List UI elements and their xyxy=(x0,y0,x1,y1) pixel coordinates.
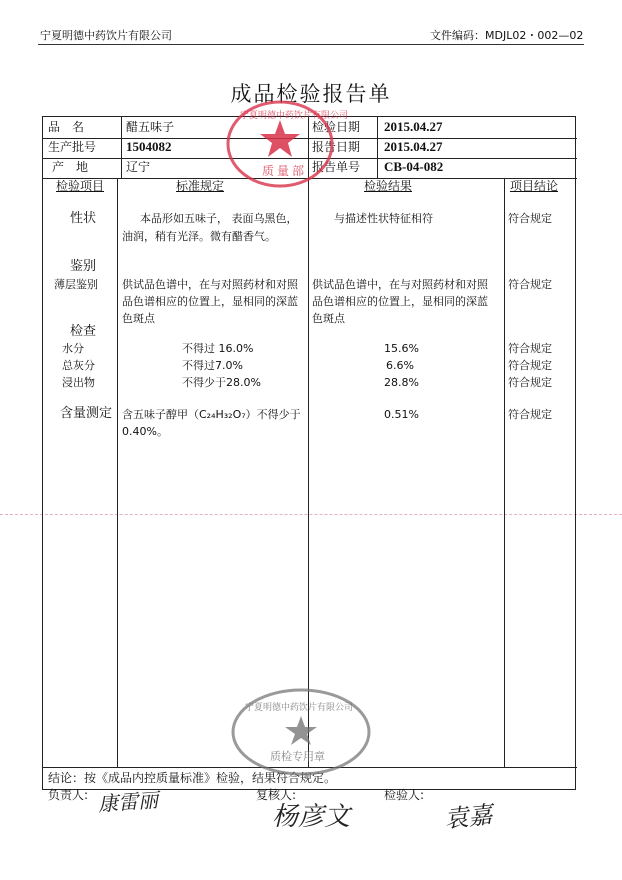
identify-standard: 供试品色谱中，在与对照药材和对照品色谱相应的位置上，显相同的深蓝色斑点 xyxy=(122,278,298,325)
inspect-date-label: 检验日期 xyxy=(312,120,361,134)
col-divider xyxy=(504,178,505,767)
traits-standard: 本品形如五味子， 表面乌黑色，油润，稍有光泽。微有醋香气。 xyxy=(122,212,298,243)
origin-value: 辽宁 xyxy=(126,160,151,174)
col-divider xyxy=(117,178,118,767)
col-header-standard: 标准规定 xyxy=(176,179,225,193)
bottom-seal-sub: 质检专用章 xyxy=(270,750,325,763)
ash-label: 总灰分 xyxy=(62,359,95,372)
water-conclusion: 符合规定 xyxy=(508,342,552,355)
assay-result: 0.51% xyxy=(384,408,419,421)
origin-label: 产 地 xyxy=(52,160,89,174)
assay-conclusion: 符合规定 xyxy=(508,408,552,421)
ash-standard: 不得过7.0% xyxy=(182,359,243,372)
identify-item: 鉴别 xyxy=(70,259,97,274)
traits-conclusion: 符合规定 xyxy=(508,212,552,225)
identify-result: 供试品色谱中，在与对照药材和对照品色谱相应的位置上，显相同的深蓝色斑点 xyxy=(312,278,488,325)
reviewer-signature: 杨彦文 xyxy=(272,802,351,832)
inspect-date-value: 2015.04.27 xyxy=(384,119,443,134)
ash-result: 6.6% xyxy=(386,359,414,372)
reviewer-label: 复核人: xyxy=(256,788,297,802)
report-no-value: CB-04-082 xyxy=(384,159,444,174)
product-label: 品 名 xyxy=(48,120,85,134)
check-item: 检查 xyxy=(70,324,97,339)
assay-standard-line1: 含五味子醇甲（C₂₄H₃₂O₇）不得少于 xyxy=(122,408,301,421)
report-date-value: 2015.04.27 xyxy=(384,139,443,154)
inspector-label: 检验人: xyxy=(384,788,425,802)
water-result: 15.6% xyxy=(384,342,419,355)
batch-value: 1504082 xyxy=(126,139,172,154)
top-seal-text: 宁夏明德中药饮片有限公司 xyxy=(240,111,349,121)
extract-label: 浸出物 xyxy=(62,376,95,389)
report-title: 成品检验报告单 xyxy=(230,82,392,106)
header-divider xyxy=(38,44,584,45)
bottom-seal-text: 宁夏明德中药饮片有限公司 xyxy=(245,703,354,713)
water-standard: 不得过 16.0% xyxy=(182,342,254,355)
assay-standard-line2: 0.40%。 xyxy=(122,425,168,438)
extract-standard: 不得少于28.0% xyxy=(182,376,261,389)
traits-item: 性状 xyxy=(70,211,97,226)
col-header-item: 检验项目 xyxy=(56,179,105,193)
col-divider xyxy=(121,117,122,178)
responsible-label: 负责人: xyxy=(48,788,89,802)
water-label: 水分 xyxy=(62,342,84,355)
identify-sub: 薄层鉴别 xyxy=(54,278,98,291)
extract-result: 28.8% xyxy=(384,376,419,389)
document-code: 文件编码：MDJL02・002—02 xyxy=(430,29,584,42)
assay-item: 含量测定 xyxy=(60,406,113,421)
company-name: 宁夏明德中药饮片有限公司 xyxy=(40,29,172,42)
product-value: 醋五味子 xyxy=(126,120,175,134)
traits-result: 与描述性状特征相符 xyxy=(334,212,433,225)
responsible-signature: 康雷丽 xyxy=(97,787,159,817)
inspector-signature: 袁嘉 xyxy=(442,800,494,834)
extract-conclusion: 符合规定 xyxy=(508,376,552,389)
col-header-conclusion: 项目结论 xyxy=(510,179,559,193)
batch-label: 生产批号 xyxy=(48,140,97,154)
col-divider xyxy=(377,117,378,178)
final-conclusion: 结论：按《成品内控质量标准》检验，结果符合规定。 xyxy=(48,771,337,785)
identify-conclusion: 符合规定 xyxy=(508,278,552,291)
col-header-result: 检验结果 xyxy=(364,179,413,193)
report-no-label: 报告单号 xyxy=(312,160,361,174)
col-divider xyxy=(308,178,309,767)
report-date-label: 报告日期 xyxy=(312,140,361,154)
top-seal-sub: 质量部 xyxy=(262,164,308,178)
ash-conclusion: 符合规定 xyxy=(508,359,552,372)
